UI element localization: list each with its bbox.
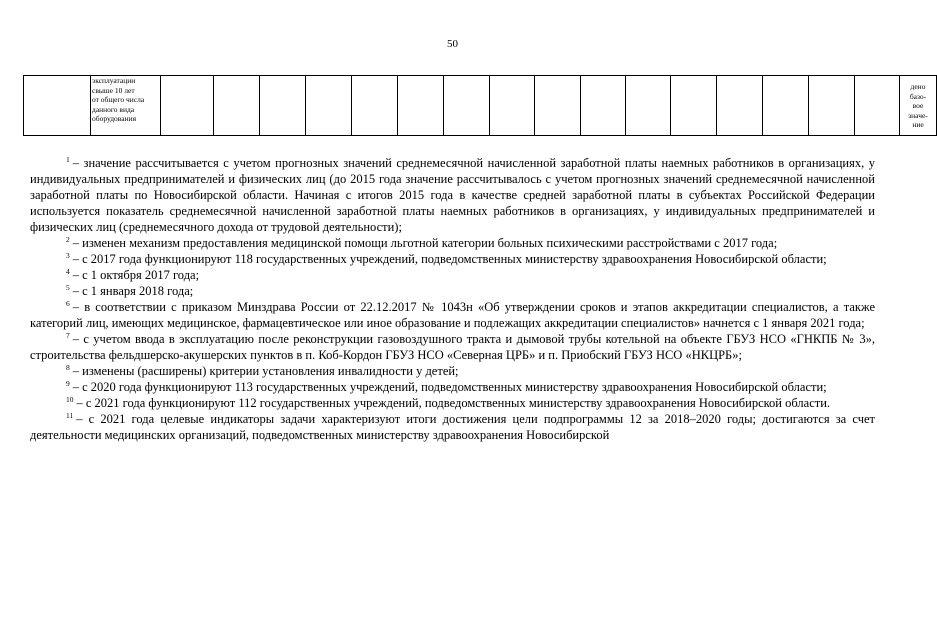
- table-cell: [161, 76, 214, 136]
- footnote: [30, 395, 875, 411]
- indicator-name-line: от общего числа: [92, 95, 145, 105]
- indicator-name-line: свыше 10 лет: [92, 85, 135, 95]
- table-cell: [214, 76, 260, 136]
- footnote-number: 1: [66, 155, 70, 164]
- footnote-text: – с 2017 года функционируют 118 государственных учреждений, подведомственных министерству здравоохранения Новосибирской области;: [72, 252, 827, 266]
- table-cell: [717, 76, 763, 136]
- footnote-text: – с 2021 года функционируют 112 государственных учреждений, подведомственных министерству здравоохранения Новосибирской области.: [76, 396, 831, 410]
- footnote: [30, 251, 875, 267]
- baseline-note-cell: [900, 76, 937, 136]
- footnote: [30, 299, 875, 331]
- footnote: [30, 155, 875, 235]
- footnote: [30, 363, 875, 379]
- footnote-number: 3: [66, 251, 70, 260]
- baseline-note-line: вое: [912, 101, 924, 111]
- footnote-number: 5: [66, 283, 70, 292]
- footnote-text: – с 2020 года функционируют 113 государственных учреждений, подведомственных министерству здравоохранения Новосибирской области;: [72, 380, 827, 394]
- footnote-text: – с 1 октября 2017 года;: [72, 268, 200, 282]
- page-number: 50: [447, 38, 458, 50]
- footnote-number: 11: [66, 411, 74, 420]
- footnote: [30, 235, 875, 251]
- table-fragment: [23, 75, 937, 136]
- footnote: [30, 411, 875, 443]
- footnote: [30, 379, 875, 395]
- table-cell: [535, 76, 581, 136]
- table-cell: [24, 76, 91, 136]
- footnote-number: 2: [66, 235, 70, 244]
- footnote: [30, 283, 875, 299]
- footnote-number: 4: [66, 267, 70, 276]
- footnote-text: – изменен механизм предоставления медицинской помощи льготной категории больных психическими расстройствами с 2017 года;: [72, 236, 778, 250]
- footnote-number: 7: [66, 331, 70, 340]
- indicator-name-line: эксплуатации: [92, 76, 136, 85]
- footnotes: [30, 155, 875, 443]
- table-cell: [626, 76, 671, 136]
- indicator-name-line: оборудования: [92, 114, 137, 124]
- table-cell: [855, 76, 900, 136]
- indicator-name-line: данного вида: [92, 104, 135, 114]
- footnote-number: 9: [66, 379, 70, 388]
- footnote-number: 8: [66, 363, 70, 372]
- indicator-name-cell: [91, 76, 161, 136]
- footnote-text: – с 2021 года целевые индикаторы задачи характеризуют итоги достижения цели подпрограммы 12 за 2018–2020 годы; достигаются за счет деятельности медицинских организаций, подведомственных министерству здравоохранения Новосибирской: [30, 412, 875, 442]
- footnote-text: – в соответствии с приказом Минздрава России от 22.12.2017 № 1043н «Об утверждении сроков и этапов аккредитации специалистов, а также категорий лиц, имеющих медицинское, фармацевтическое или иное образование и подлежащих аккредитации специалистов» начнется с 1 января 2021 года;: [30, 300, 875, 330]
- table-cell: [306, 76, 352, 136]
- table-cell: [490, 76, 535, 136]
- baseline-note-line: дено: [910, 82, 926, 91]
- table-cell: [444, 76, 490, 136]
- baseline-note-line: базо-: [909, 91, 927, 101]
- footnote-number: 10: [66, 395, 74, 404]
- baseline-note-line: ние: [912, 120, 924, 130]
- footnote: [30, 331, 875, 363]
- footnote-number: 6: [66, 299, 70, 308]
- footnote-text: – с 1 января 2018 года;: [72, 284, 194, 298]
- footnote-text: – изменены (расширены) критерии установления инвалидности у детей;: [72, 364, 459, 378]
- table-cell: [581, 76, 626, 136]
- footnote-text: – значение рассчитывается с учетом прогнозных значений среднемесячной начисленной заработной платы наемных работников в организациях, у индивидуальных предпринимателей и физических лиц (до 2015 года значение рассчитывалось с учетом прогнозных значений среднемесячной начисленной заработной платы по Новосибирской области. Начиная с итогов 2015 года в качестве средней заработной платы в субъектах Российской Федерации используется показатель среднемесячной начисленной заработной платы наемных работников в организациях, у индивидуальных предпринимателей и физических лиц (среднемесячного дохода от трудовой деятельности);: [30, 156, 875, 234]
- table-cell: [809, 76, 855, 136]
- footnote-text: – с учетом ввода в эксплуатацию после реконструкции газовоздушного тракта и дымовой трубы котельной на объекте ГБУЗ НСО «ГНКПБ № 3», строительства фельдшерско-акушерских пунктов в п. Коб-Кордон ГБУЗ НСО «Северная ЦРБ» и п. Приобский ГБУЗ НСО «НКЦРБ»;: [30, 332, 875, 362]
- table-cell: [260, 76, 306, 136]
- table-cell: [671, 76, 717, 136]
- baseline-note-line: значе-: [908, 110, 928, 120]
- table-cell: [352, 76, 398, 136]
- footnote: [30, 267, 875, 283]
- table-cell: [398, 76, 444, 136]
- table-cell: [763, 76, 809, 136]
- table-row: [24, 76, 937, 136]
